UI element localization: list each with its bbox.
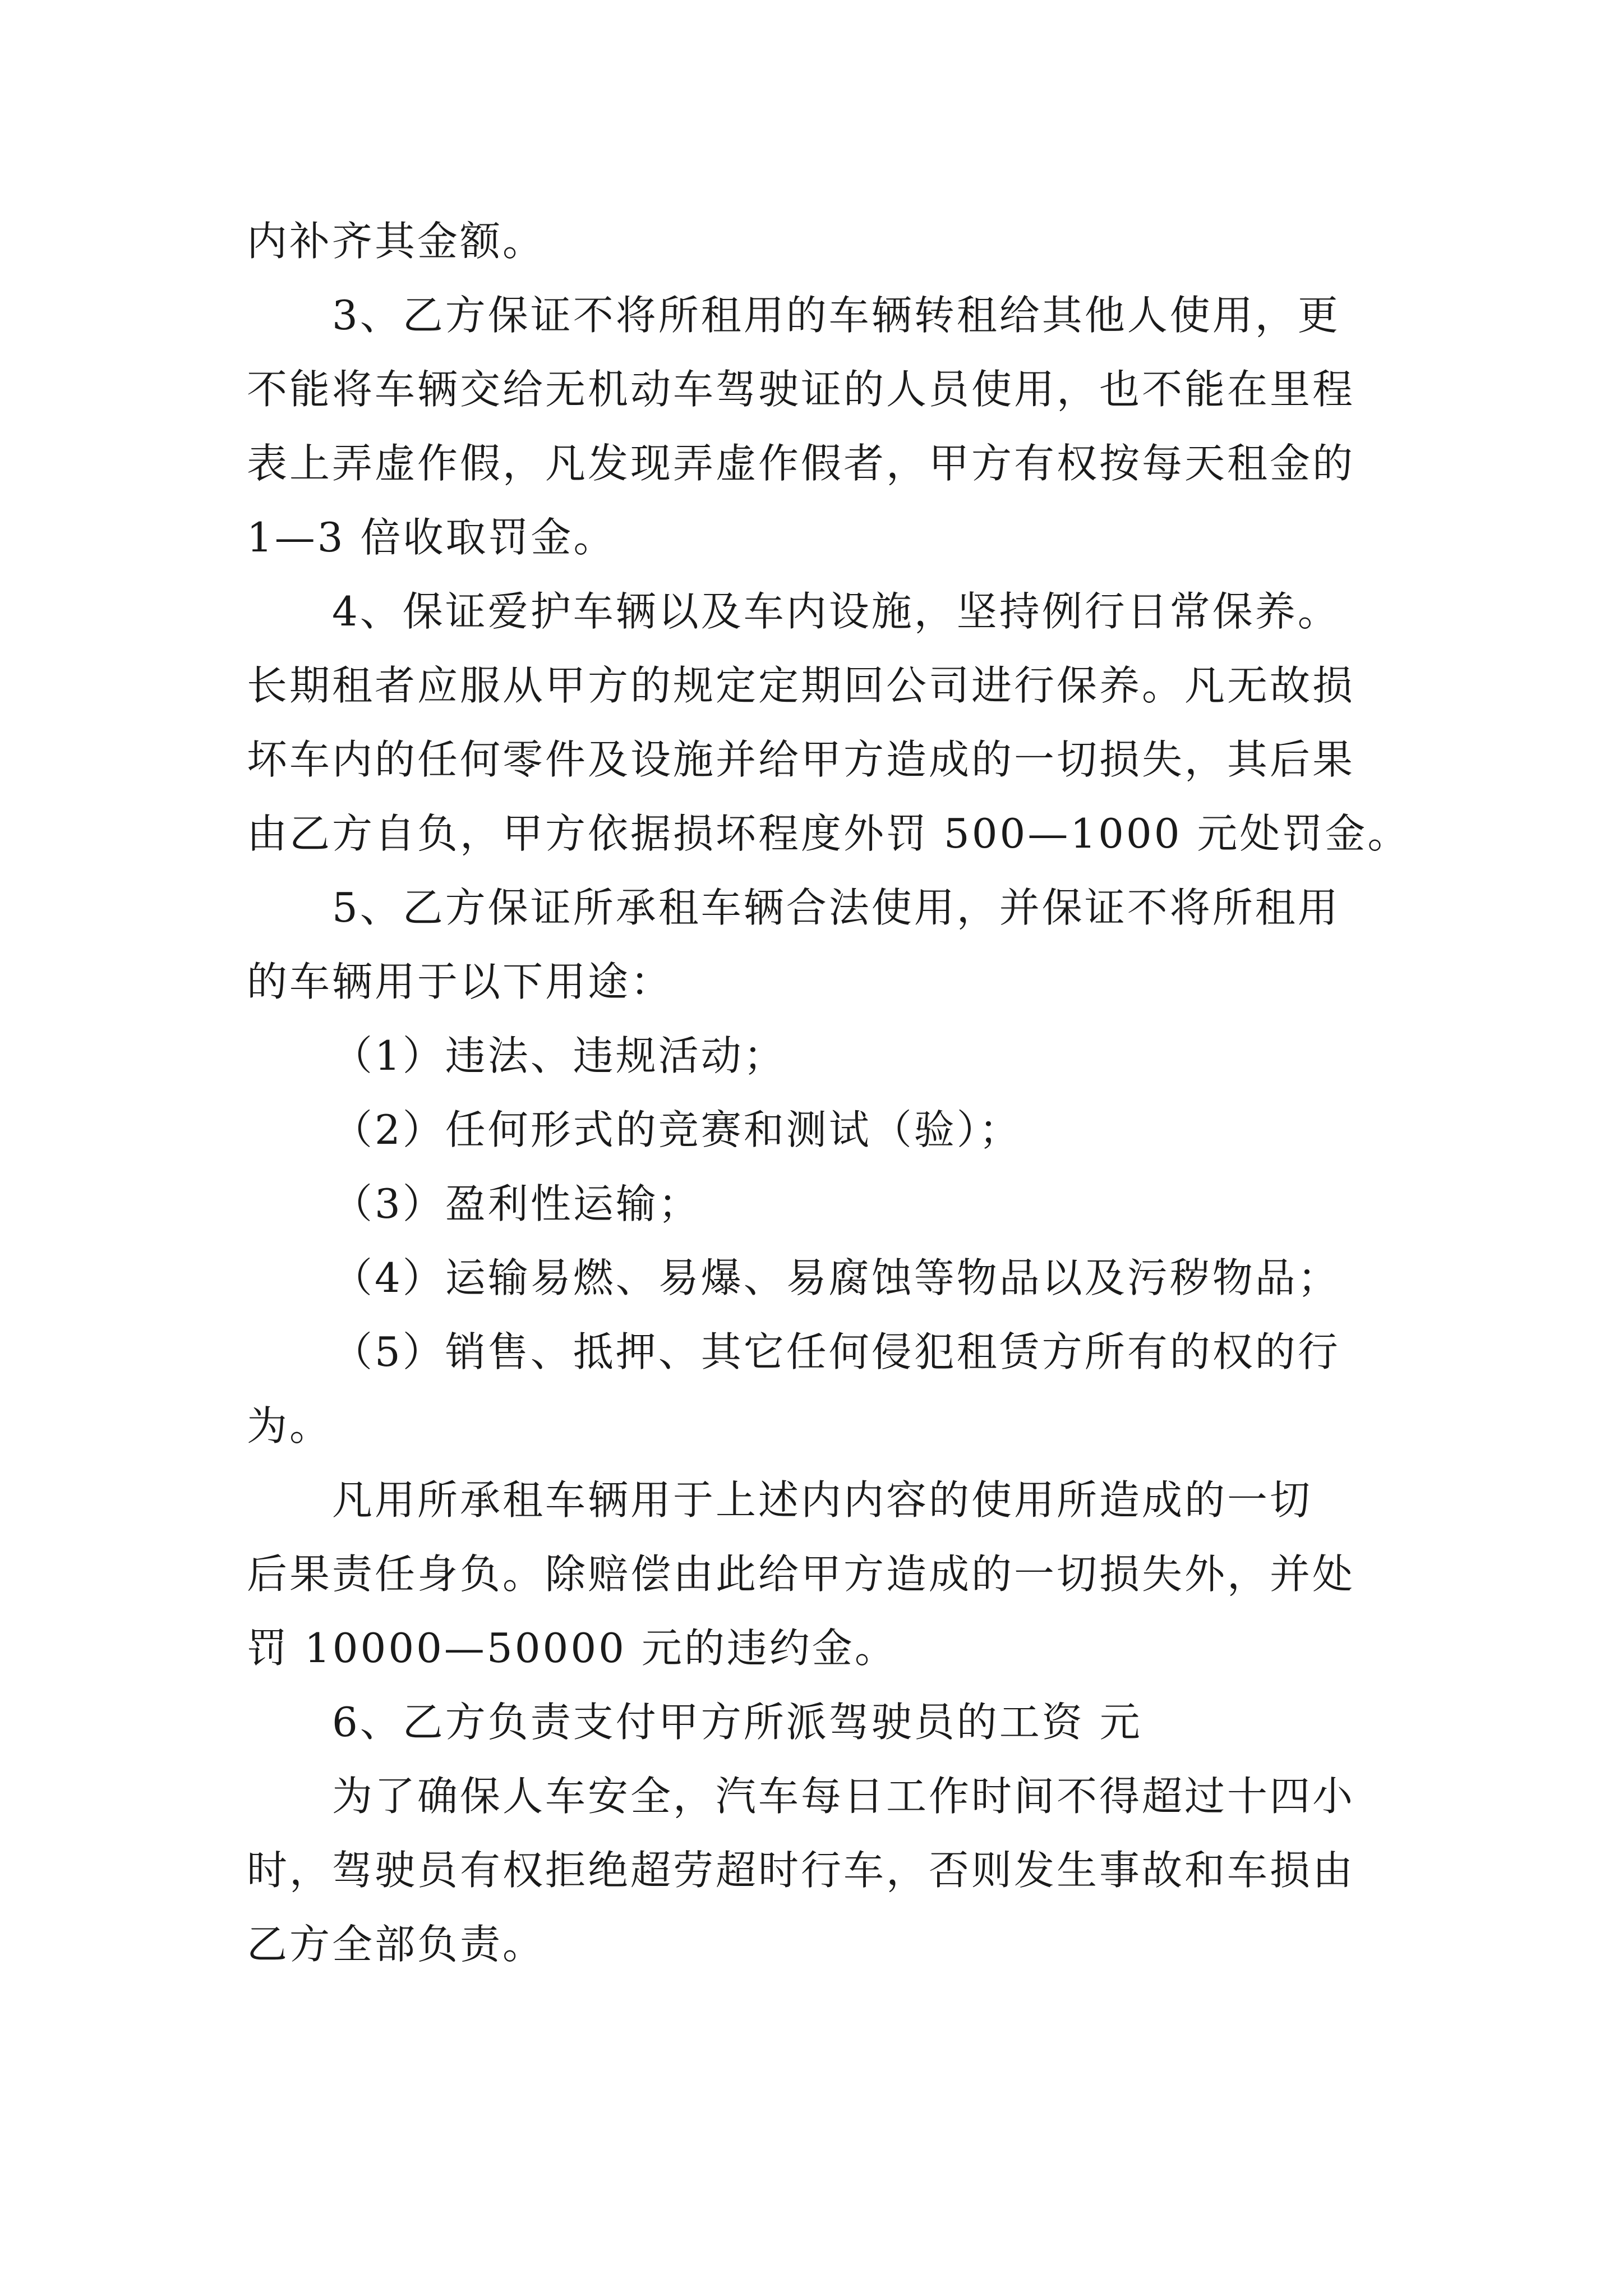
text-line: 罚 10000—50000 元的违约金。 (247, 1625, 897, 1672)
text-line: 内补齐其金额。 (247, 218, 546, 265)
text-line: 表上弄虚作假，凡发现弄虚作假者，甲方有权按每天租金的 (247, 440, 1355, 487)
text-line: 凡用所承租车辆用于上述内内容的使用所造成的一切 (332, 1476, 1313, 1524)
text-line: 6、乙方负责支付甲方所派驾驶员的工资 元 (332, 1699, 1142, 1746)
text-line: 的车辆用于以下用途： (247, 958, 674, 1005)
text-line: 5、乙方保证所承租车辆合法使用，并保证不将所租用 (332, 884, 1340, 931)
text-line: 时，驾驶员有权拒绝超劳超时行车，否则发生事故和车损由 (247, 1847, 1355, 1894)
text-line: 坏车内的任何零件及设施并给甲方造成的一切损失，其后果 (247, 736, 1355, 783)
text-line: 1—3 倍收取罚金。 (247, 514, 616, 561)
text-line: 由乙方自负，甲方依据损坏程度外罚 500—1000 元处罚金。 (247, 810, 1410, 857)
text-line: 4、保证爱护车辆以及车内设施，坚持例行日常保养。 (332, 588, 1340, 635)
text-line: 后果责任身负。除赔偿由此给甲方造成的一切损失外，并处 (247, 1550, 1355, 1598)
text-line: 为。 (247, 1402, 333, 1450)
text-line: 乙方全部负责。 (247, 1921, 546, 1968)
list-item: （3）盈利性运输； (332, 1180, 701, 1227)
text-line: 不能将车辆交给无机动车驾驶证的人员使用，也不能在里程 (247, 366, 1355, 413)
text-line: 长期租者应服从甲方的规定定期回公司进行保养。凡无故损 (247, 662, 1355, 709)
list-item: （4）运输易燃、易爆、易腐蚀等物品以及污秽物品； (332, 1254, 1340, 1301)
list-item: （2）任何形式的竞赛和测试（验）； (332, 1106, 1022, 1153)
text-line: 为了确保人车安全，汽车每日工作时间不得超过十四小 (332, 1773, 1355, 1820)
list-item: （5）销售、抵押、其它任何侵犯租赁方所有的权的行 (332, 1328, 1340, 1375)
text-line: 3、乙方保证不将所租用的车辆转租给其他人使用，更 (332, 292, 1340, 339)
list-item: （1）违法、违规活动； (332, 1032, 786, 1079)
